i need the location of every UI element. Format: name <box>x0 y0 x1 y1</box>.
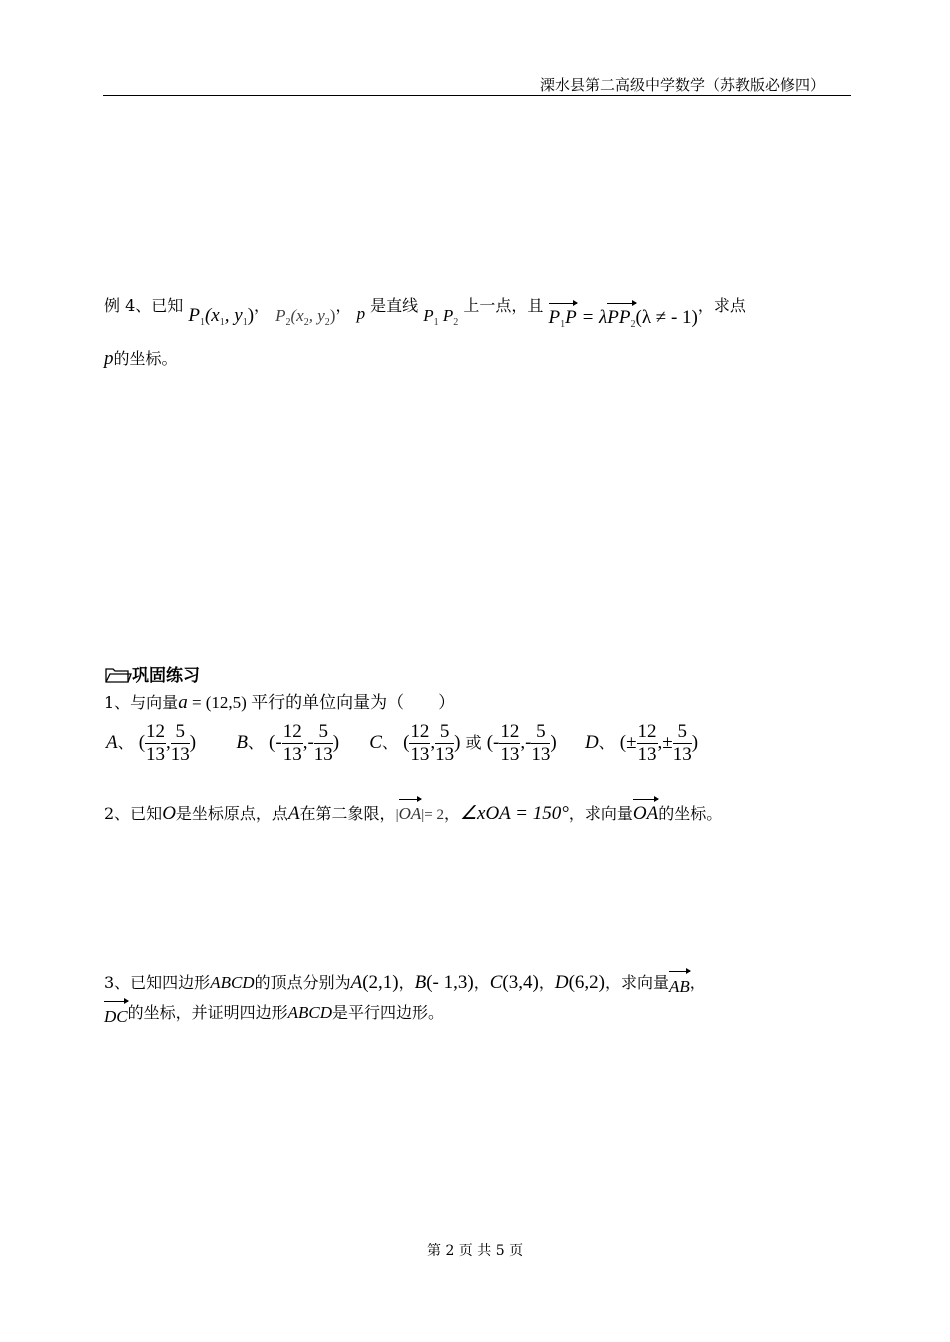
option-d[interactable]: D、 (± $\frac{12}{13}$ ,± $\frac{5}{13}$ ) <box>584 721 699 765</box>
option-a[interactable]: A、 ( $\frac{12}{13}$ , $\frac{5}{13}$ ) <box>106 721 197 765</box>
vector-a: a <box>178 692 188 713</box>
question-3: 3、已知四边形ABCD的顶点分别为A(2,1)，B(- 1,3)，C(3,4)，D(6,2)，求向量AB， <box>104 970 706 996</box>
vector-oa-2: OA <box>632 803 659 824</box>
vector-p1p: $P_1P$ <box>549 306 577 337</box>
point-and-text: 上一点，且 <box>463 296 544 315</box>
point-p1: $P_1(x_1$, $y_1$) <box>188 305 255 328</box>
q1-options <box>106 718 698 768</box>
is-on-line-text: 是直线 <box>370 296 419 315</box>
header-rule <box>103 95 851 96</box>
sep-2: ， <box>335 296 352 315</box>
line-p1p2: $P_1$ $P_2$ <box>423 306 459 328</box>
option-c[interactable]: C、 ( $\frac{12}{13}$ , $\frac{5}{13}$ ) 或 (- $\frac{12}{13}$ ,- $\frac{5}{13}$ ) <box>369 721 557 765</box>
vector-equation: $P_1P = \lambda PP_2(\lambda$ ≠ - 1) <box>549 307 698 328</box>
section-heading <box>104 661 200 686</box>
ask-text: ，求点 <box>697 296 746 315</box>
vector-oa: OA <box>399 802 422 826</box>
header-title: 溧水县第二高级中学数学（苏教版必修四） <box>540 76 826 94</box>
vector-pp2: $PP_2$ <box>607 306 635 337</box>
page-footer: 第 2 页 共 5 页 <box>427 1243 524 1259</box>
sep-1: ， <box>254 296 271 315</box>
example-4 <box>104 294 746 330</box>
vector-ab: AB <box>669 974 690 1000</box>
folder-icon <box>104 666 132 684</box>
section-title: 巩固练习 <box>132 666 200 686</box>
example-4-prefix: 例 4、已知 <box>104 296 184 315</box>
example-4-line2: p的坐标。 <box>104 348 178 369</box>
point-p: p <box>356 304 366 323</box>
question-2: 2、已知O是坐标原点，点A在第二象限，|OA|= 2，∠xOA = 150°，求向量OA的坐标。 <box>104 803 723 824</box>
option-b[interactable]: B、 (- $\frac{12}{13}$ ,- $\frac{5}{13}$ ) <box>236 721 340 765</box>
question-1: 1、与向量a = (12,5) 平行的单位向量为（ ） <box>104 692 456 713</box>
question-3-line2: DC的坐标，并证明四边形ABCD是平行四边形。 <box>104 1000 444 1026</box>
point-p2: $P_2(x_2$, $y_2$) <box>275 306 336 328</box>
vector-dc: DC <box>104 1004 128 1030</box>
